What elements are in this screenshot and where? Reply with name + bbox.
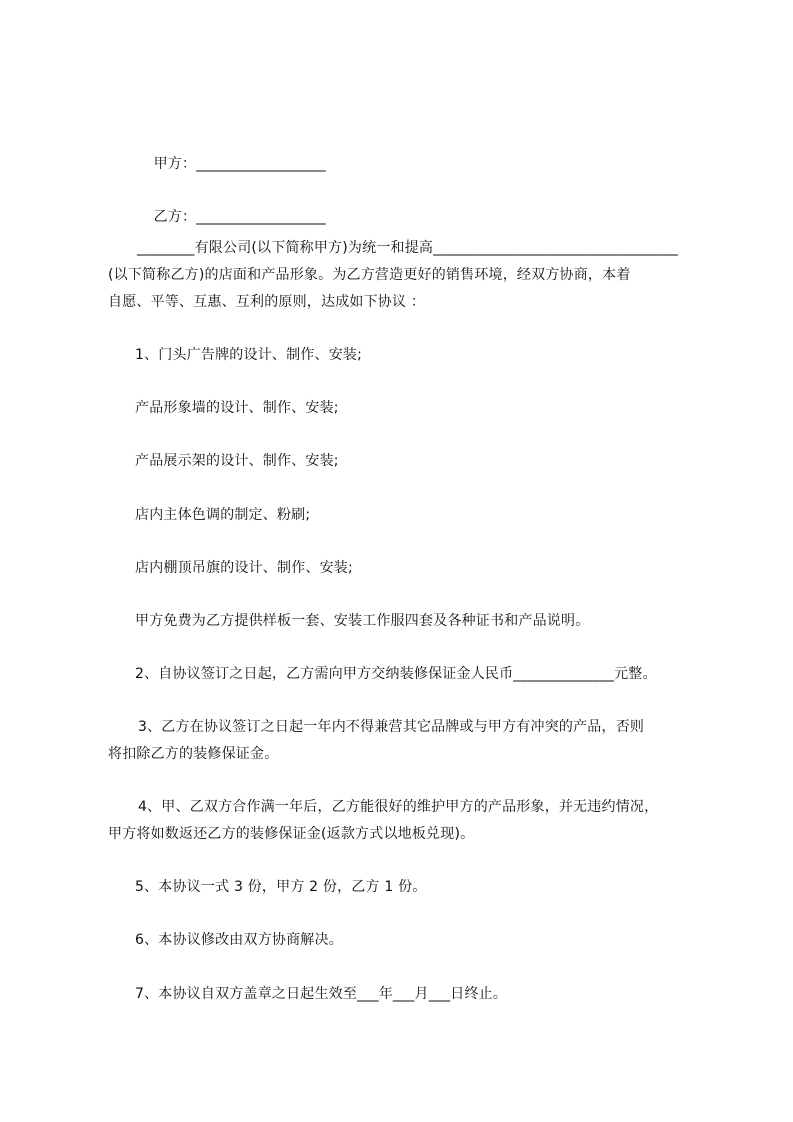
party-b-blank: __________________ — [196, 209, 326, 225]
clause-4-line-2: 甲方将如数返还乙方的装修保证金(返款方式以地板兑现)。 — [108, 826, 475, 842]
party-b-label: 乙方： — [153, 209, 197, 225]
clause-6: 6、本协议修改由双方协商解决。 — [135, 932, 343, 948]
clause-2: 2、自协议签订之日起，乙方需向甲方交纳装修保证金人民币______________元整。 — [135, 666, 657, 682]
clause-5: 5、本协议一式 3 份，甲方 2 份，乙方 1 份。 — [135, 879, 427, 895]
intro-line-3: 自愿、平等、互惠、互利的原则，达成如下协议 ： — [108, 294, 426, 310]
party-a-label: 甲方： — [153, 156, 197, 172]
clause-1-ceiling-flags: 店内棚顶吊旗的设计、制作、安装; — [135, 560, 353, 576]
intro-line-1: ________有限公司(以下简称甲方)为统一和提高__________________________________ — [137, 240, 678, 256]
clause-1-wall: 产品形象墙的设计、制作、安装; — [135, 400, 339, 416]
clause-1-free-samples: 甲方免费为乙方提供样板一套、安装工作服四套及各种证书和产品说明。 — [135, 613, 590, 629]
party-a-blank: __________________ — [196, 156, 326, 172]
clause-1-display-rack: 产品展示架的设计、制作、安装; — [135, 453, 339, 469]
clause-3-line-1: 3、乙方在协议签订之日起一年内不得兼营其它品牌或与甲方有冲突的产品，否则 — [138, 719, 645, 735]
clause-7: 7、本协议自双方盖章之日起生效至___年___月___日终止。 — [135, 986, 508, 1002]
clause-4-line-1: 4、甲、乙双方合作满一年后，乙方能很好的维护甲方的产品形象，并无违约情况， — [138, 799, 659, 815]
clause-3-line-2: 将扣除乙方的装修保证金。 — [108, 746, 279, 762]
clause-1: 1、门头广告牌的设计、制作、安装; — [135, 347, 363, 363]
clause-1-color-tone: 店内主体色调的制定、粉刷; — [135, 507, 311, 523]
intro-line-2: (以下简称乙方)的店面和产品形象。为乙方营造更好的销售环境，经双方协商，本着 — [108, 267, 631, 283]
